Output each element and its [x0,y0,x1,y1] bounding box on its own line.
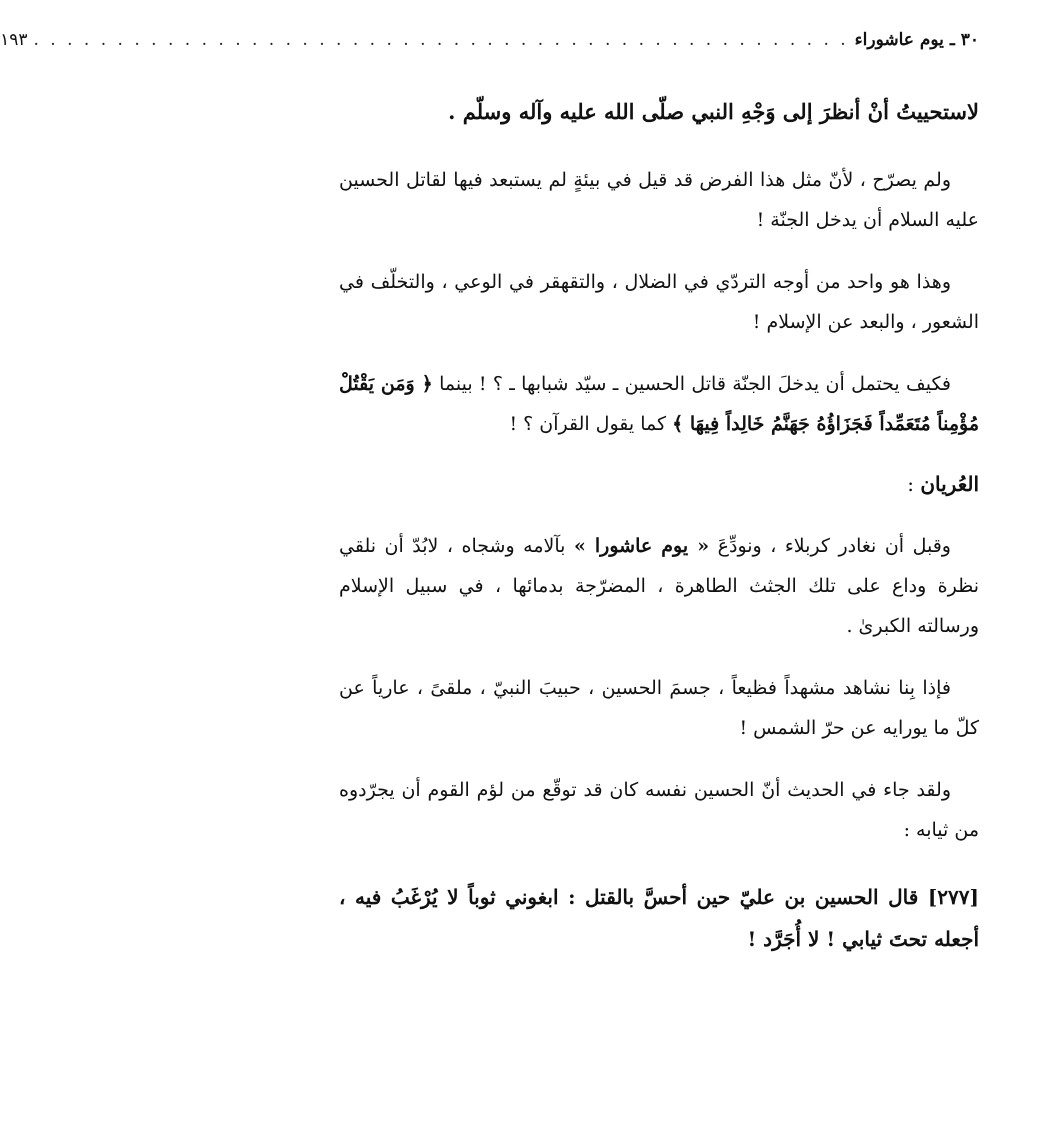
paragraph-aspects: وهذا هو واحد من أوجه التردّي في الضلال ، والتقهقر في الوعي ، والتخلّف في الشعور ، والبعد عن الإسلام ! [339,271,979,333]
paragraph-not-declared: ولم يصرّح ، لأنّ مثل هذا الفرض قد قيل في بيئةٍ لم يستبعد فيها لقاتل الحسين عليه السلام أن يدخل الجنّة ! [339,169,979,231]
section-heading [339,464,979,504]
paragraph-farewell-start: وقبل أن نغادر كربلاء ، ونودِّعَ [717,535,951,557]
leader-dots: . . . . . . . . . . . . . . . . . . . . . . . . . . . . . . . . . . . . . . . . . . . . . . . . . [33,30,849,50]
hadith-277: [٢٧٧] قال الحسين بن عليّ حين أحسَّ بالقتل : ابغوني ثوباً لا يُرْغَبُ فيه ، أجعله تحتَ ثيابي ! لا أُجَرَّد ! [339,885,979,951]
paragraph-scene: فإذا بِنا نشاهد مشهداً فظيعاً ، جسمَ الحسين ، حبيبَ النبيّ ، ملقىً ، عارياً عن كلّ ما يورايه عن حرّ الشمس ! [339,677,979,739]
paragraph-quran-question [339,364,979,444]
section-heading-colon: : [907,472,921,496]
paragraph-quran-question-end: كما يقول القرآن ؟ ! [509,413,667,435]
section-heading-title: العُريان [920,472,979,496]
page-number: ١٩٣ [0,30,28,50]
paragraph-hadith-intro: ولقد جاء في الحديث أنّ الحسين نفسه كان قد توقّع من لؤم القوم أن يجرّدوه من ثيابه : [339,779,979,841]
paragraph-farewell [339,526,979,646]
running-title: ٣٠ ـ يوم عاشوراء [854,30,979,50]
quote-continuation: لاستحييتُ أنْ أنظرَ إلى وَجْهِ النبي صلّى الله عليه وآله وسلّم . [448,99,979,124]
running-header [0,30,979,60]
paragraph-farewell-end: بآلامه وشجاه ، لابُدّ أن نلقي نظرة وداع على تلك الجثث الطاهرة ، المضرّجة بدمائها ، في سبيل الإسلام ورسالته الكبرىٰ . [339,535,979,637]
paragraph-quran-question-start: فكيف يحتمل أن يدخلَ الجنّة قاتل الحسين ـ سيّد شبابها ـ ؟ ! بينما [439,373,952,395]
quran-verse: ﴿ وَمَن يَقْتُلْ مُؤْمِناً مُتَعَمِّداً فَجَزَاؤُهُ جَهَنَّمُ خَالِداً فِيهَا ﴾ [339,373,979,435]
ashura-bold-term: « يوم عاشورا » [573,535,710,557]
book-page [0,30,979,1110]
